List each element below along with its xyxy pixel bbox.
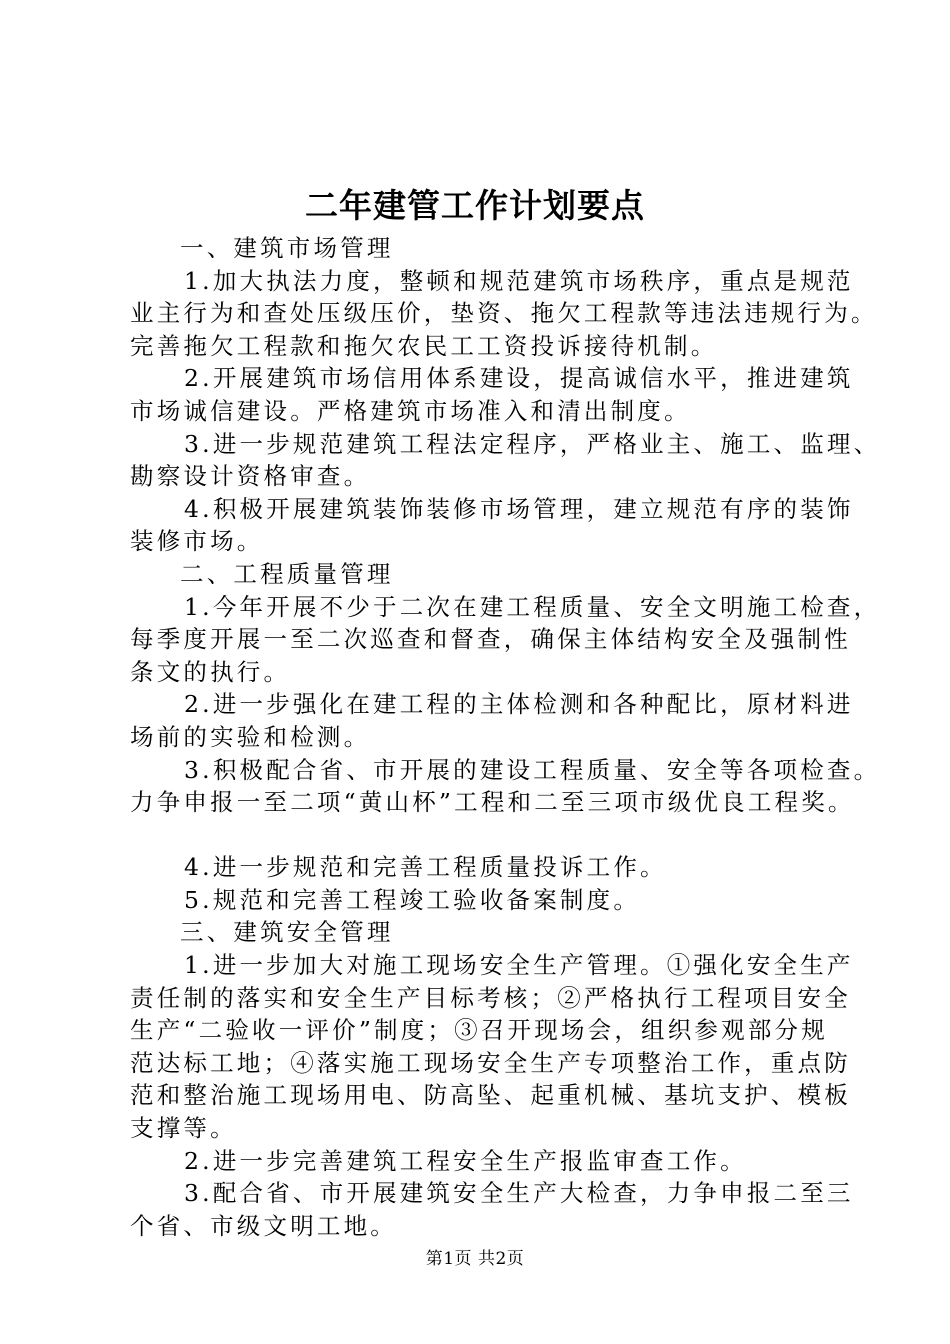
paragraph-line: 市场诚信建设。严格建筑市场准入和清出制度。 [130,396,691,425]
paragraph-line: 4.进一步规范和完善工程质量投诉工作。 [184,853,667,882]
blank-line [130,819,840,852]
document-body [130,232,881,1242]
paragraph-line: 力争申报一至二项“黄山杯”工程和二至三项市级优良工程奖。 [130,788,855,817]
paragraph-line: 完善拖欠工程款和拖欠农民工工资投诉接待机制。 [130,331,718,360]
paragraph-line: 2.开展建筑市场信用体系建设，提高诚信水平，推进建筑 [184,364,854,393]
paragraph-line: 4.积极开展建筑装饰装修市场管理，建立规范有序的装饰 [184,494,854,523]
paragraph-line: 1.进一步加大对施工现场安全生产管理。①强化安全生产 [184,951,854,980]
paragraph-line: 勘察设计资格审查。 [130,462,371,491]
paragraph-line: 装修市场。 [130,527,264,556]
paragraph-line: 支撑等。 [130,1114,237,1143]
document-title: 二年建管工作计划要点 [305,186,645,225]
paragraph-line: 个省、市级文明工地。 [130,1211,397,1240]
paragraph-line: 3.积极配合省、市开展的建设工程质量、安全等各项检查。 [184,755,881,784]
paragraph-line: 每季度开展一至二次巡查和督查，确保主体结构安全及强制性 [130,625,851,654]
section-heading-safety: 三、建筑安全管理 [180,918,394,947]
paragraph-line: 2.进一步完善建筑工程安全生产报监审查工作。 [184,1146,747,1175]
paragraph-line: 2.进一步强化在建工程的主体检测和各种配比，原材料进 [184,690,854,719]
paragraph-line: 生产“二验收一评价”制度；③召开现场会，组织参观部分规 [130,1016,828,1045]
paragraph-line: 1.加大执法力度，整顿和规范建筑市场秩序，重点是规范 [184,266,854,295]
paragraph-line: 5.规范和完善工程竣工验收备案制度。 [184,885,641,914]
paragraph-line: 3.配合省、市开展建筑安全生产大检查，力争申报二至三 [184,1179,854,1208]
paragraph-line: 责任制的落实和安全生产目标考核；②严格执行工程项目安全 [130,983,851,1012]
paragraph-line: 业主行为和查处压级压价，垫资、拖欠工程款等违法违规行为。 [130,299,878,328]
paragraph-line: 3.进一步规范建筑工程法定程序，严格业主、施工、监理、 [184,429,881,458]
paragraph-line: 范达标工地；④落实施工现场安全生产专项整治工作，重点防 [130,1048,851,1077]
paragraph-line: 范和整治施工现场用电、防高坠、起重机械、基坑支护、模板 [130,1081,851,1110]
section-heading-market: 一、建筑市场管理 [180,234,394,262]
paragraph-line: 1.今年开展不少于二次在建工程质量、安全文明施工检查， [184,592,881,621]
paragraph-line: 场前的实验和检测。 [130,722,371,751]
paragraph-line: 条文的执行。 [130,657,291,686]
page-footer: 第1页 共2页 [425,1249,525,1269]
section-heading-quality: 二、工程质量管理 [180,559,394,588]
